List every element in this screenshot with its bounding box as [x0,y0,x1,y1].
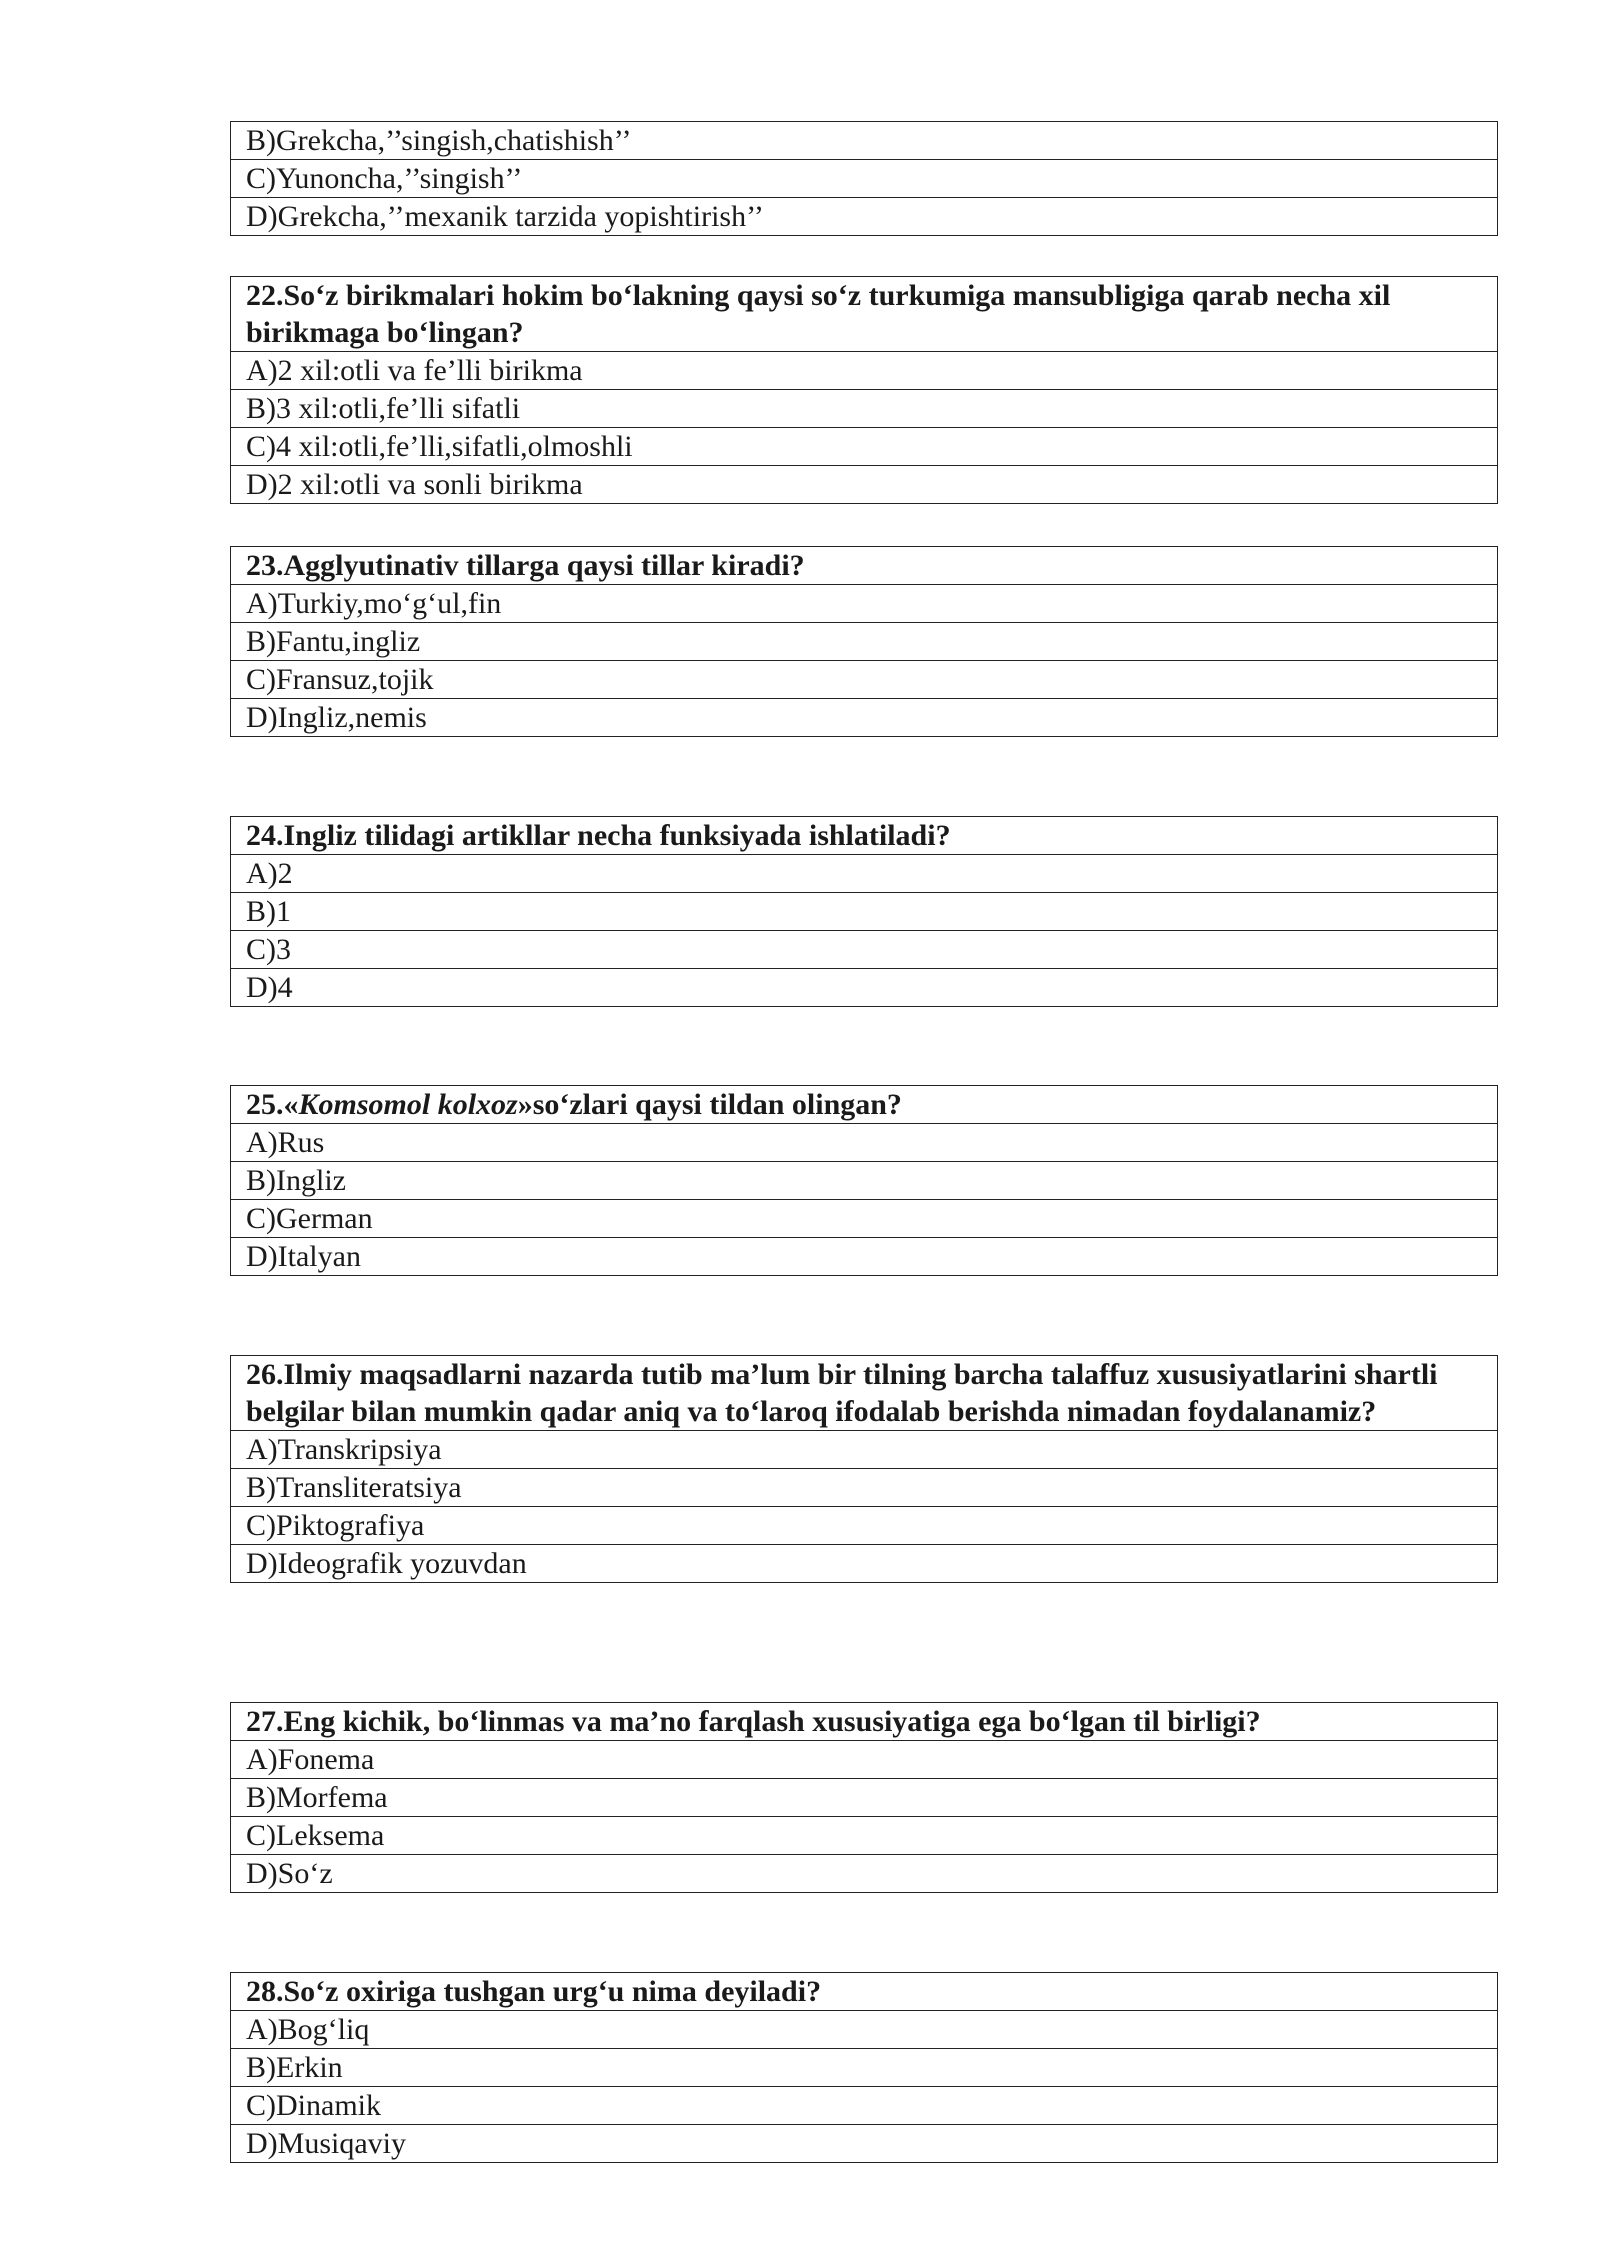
option-a[interactable]: A)2 xil:otli va fe’lli birikma [231,351,1497,389]
option-a[interactable]: A)2 [231,854,1497,892]
option-a[interactable]: A)Bog‘liq [231,2010,1497,2048]
option-b[interactable]: B)Grekcha,’’singish,chatishish’’ [246,124,632,157]
option-b[interactable]: B)Erkin [231,2048,1497,2086]
question-24-text: 24.Ingliz tilidagi artikllar necha funksiyada ishlatiladi? [246,819,951,852]
option-c[interactable]: C)3 [231,930,1497,968]
option-d[interactable]: D)4 [231,968,1497,1006]
question-23-text: 23.Agglyutinativ tillarga qaysi tillar kiradi? [246,549,805,582]
option-b[interactable]: B)Transliteratsiya [231,1468,1497,1506]
option-b[interactable]: B)Morfema [231,1778,1497,1816]
question-25-prefix: 25.« [246,1088,299,1121]
question-25-suffix: »so‘zlari qaysi tildan olingan? [517,1088,902,1121]
question-25-text [231,1086,1497,1123]
option-d[interactable]: D)Grekcha,’’mexanik tarzida yopishtirish’’ [231,197,1497,235]
option-c[interactable]: C)Leksema [231,1816,1497,1854]
question-26-table [230,1355,1498,1583]
option-c[interactable]: C)German [231,1199,1497,1237]
question-26-text: 26.Ilmiy maqsadlarni nazarda tutib ma’lum bir tilning barcha talaffuz xususiyatlarini shartli belgilar bilan mumkin qadar aniq va to‘laroq ifodalab berishda nimadan foydalanamiz? [246,1358,1438,1428]
option-d[interactable]: D)Ingliz,nemis [231,698,1497,736]
option-d[interactable]: D)Musiqaviy [231,2124,1497,2162]
question-23-table [230,546,1498,737]
option-c[interactable]: C)Yunoncha,’’singish’’ [231,159,1497,197]
question-25-table [230,1085,1498,1276]
question-22-text: 22.So‘z birikmalari hokim bo‘lakning qaysi so‘z turkumiga mansubligiga qarab necha xil birikmaga bo‘lingan? [246,279,1391,349]
option-c[interactable]: C)4 xil:otli,fe’lli,sifatli,olmoshli [231,427,1497,465]
option-d[interactable]: D)Italyan [231,1237,1497,1275]
option-b[interactable]: B)1 [231,892,1497,930]
option-c[interactable]: C)Fransuz,tojik [231,660,1497,698]
question-22-table [230,276,1498,504]
option-d[interactable]: D)Ideografik yozuvdan [231,1544,1497,1582]
question-24-table [230,816,1498,1007]
question-28-table [230,1972,1498,2163]
option-b[interactable]: B)3 xil:otli,fe’lli sifatli [231,389,1497,427]
question-27-text: 27.Eng kichik, bo‘linmas va ma’no farqlash xususiyatiga ega bo‘lgan til birligi? [246,1705,1261,1738]
option-c[interactable]: C)Dinamik [231,2086,1497,2124]
question-21-options-table [230,121,1498,236]
option-c[interactable]: C)Piktografiya [231,1506,1497,1544]
option-d[interactable]: D)2 xil:otli va sonli birikma [231,465,1497,503]
option-d[interactable]: D)So‘z [231,1854,1497,1892]
option-a[interactable]: A)Rus [231,1123,1497,1161]
option-b[interactable]: B)Ingliz [231,1161,1497,1199]
option-a[interactable]: A)Turkiy,mo‘g‘ul,fin [231,584,1497,622]
question-28-text: 28.So‘z oxiriga tushgan urg‘u nima deyiladi? [246,1975,822,2008]
question-27-table [230,1702,1498,1893]
question-25-italic: Komsomol kolxoz [298,1088,518,1121]
option-a[interactable]: A)Transkripsiya [231,1430,1497,1468]
option-a[interactable]: A)Fonema [231,1740,1497,1778]
option-b[interactable]: B)Fantu,ingliz [231,622,1497,660]
